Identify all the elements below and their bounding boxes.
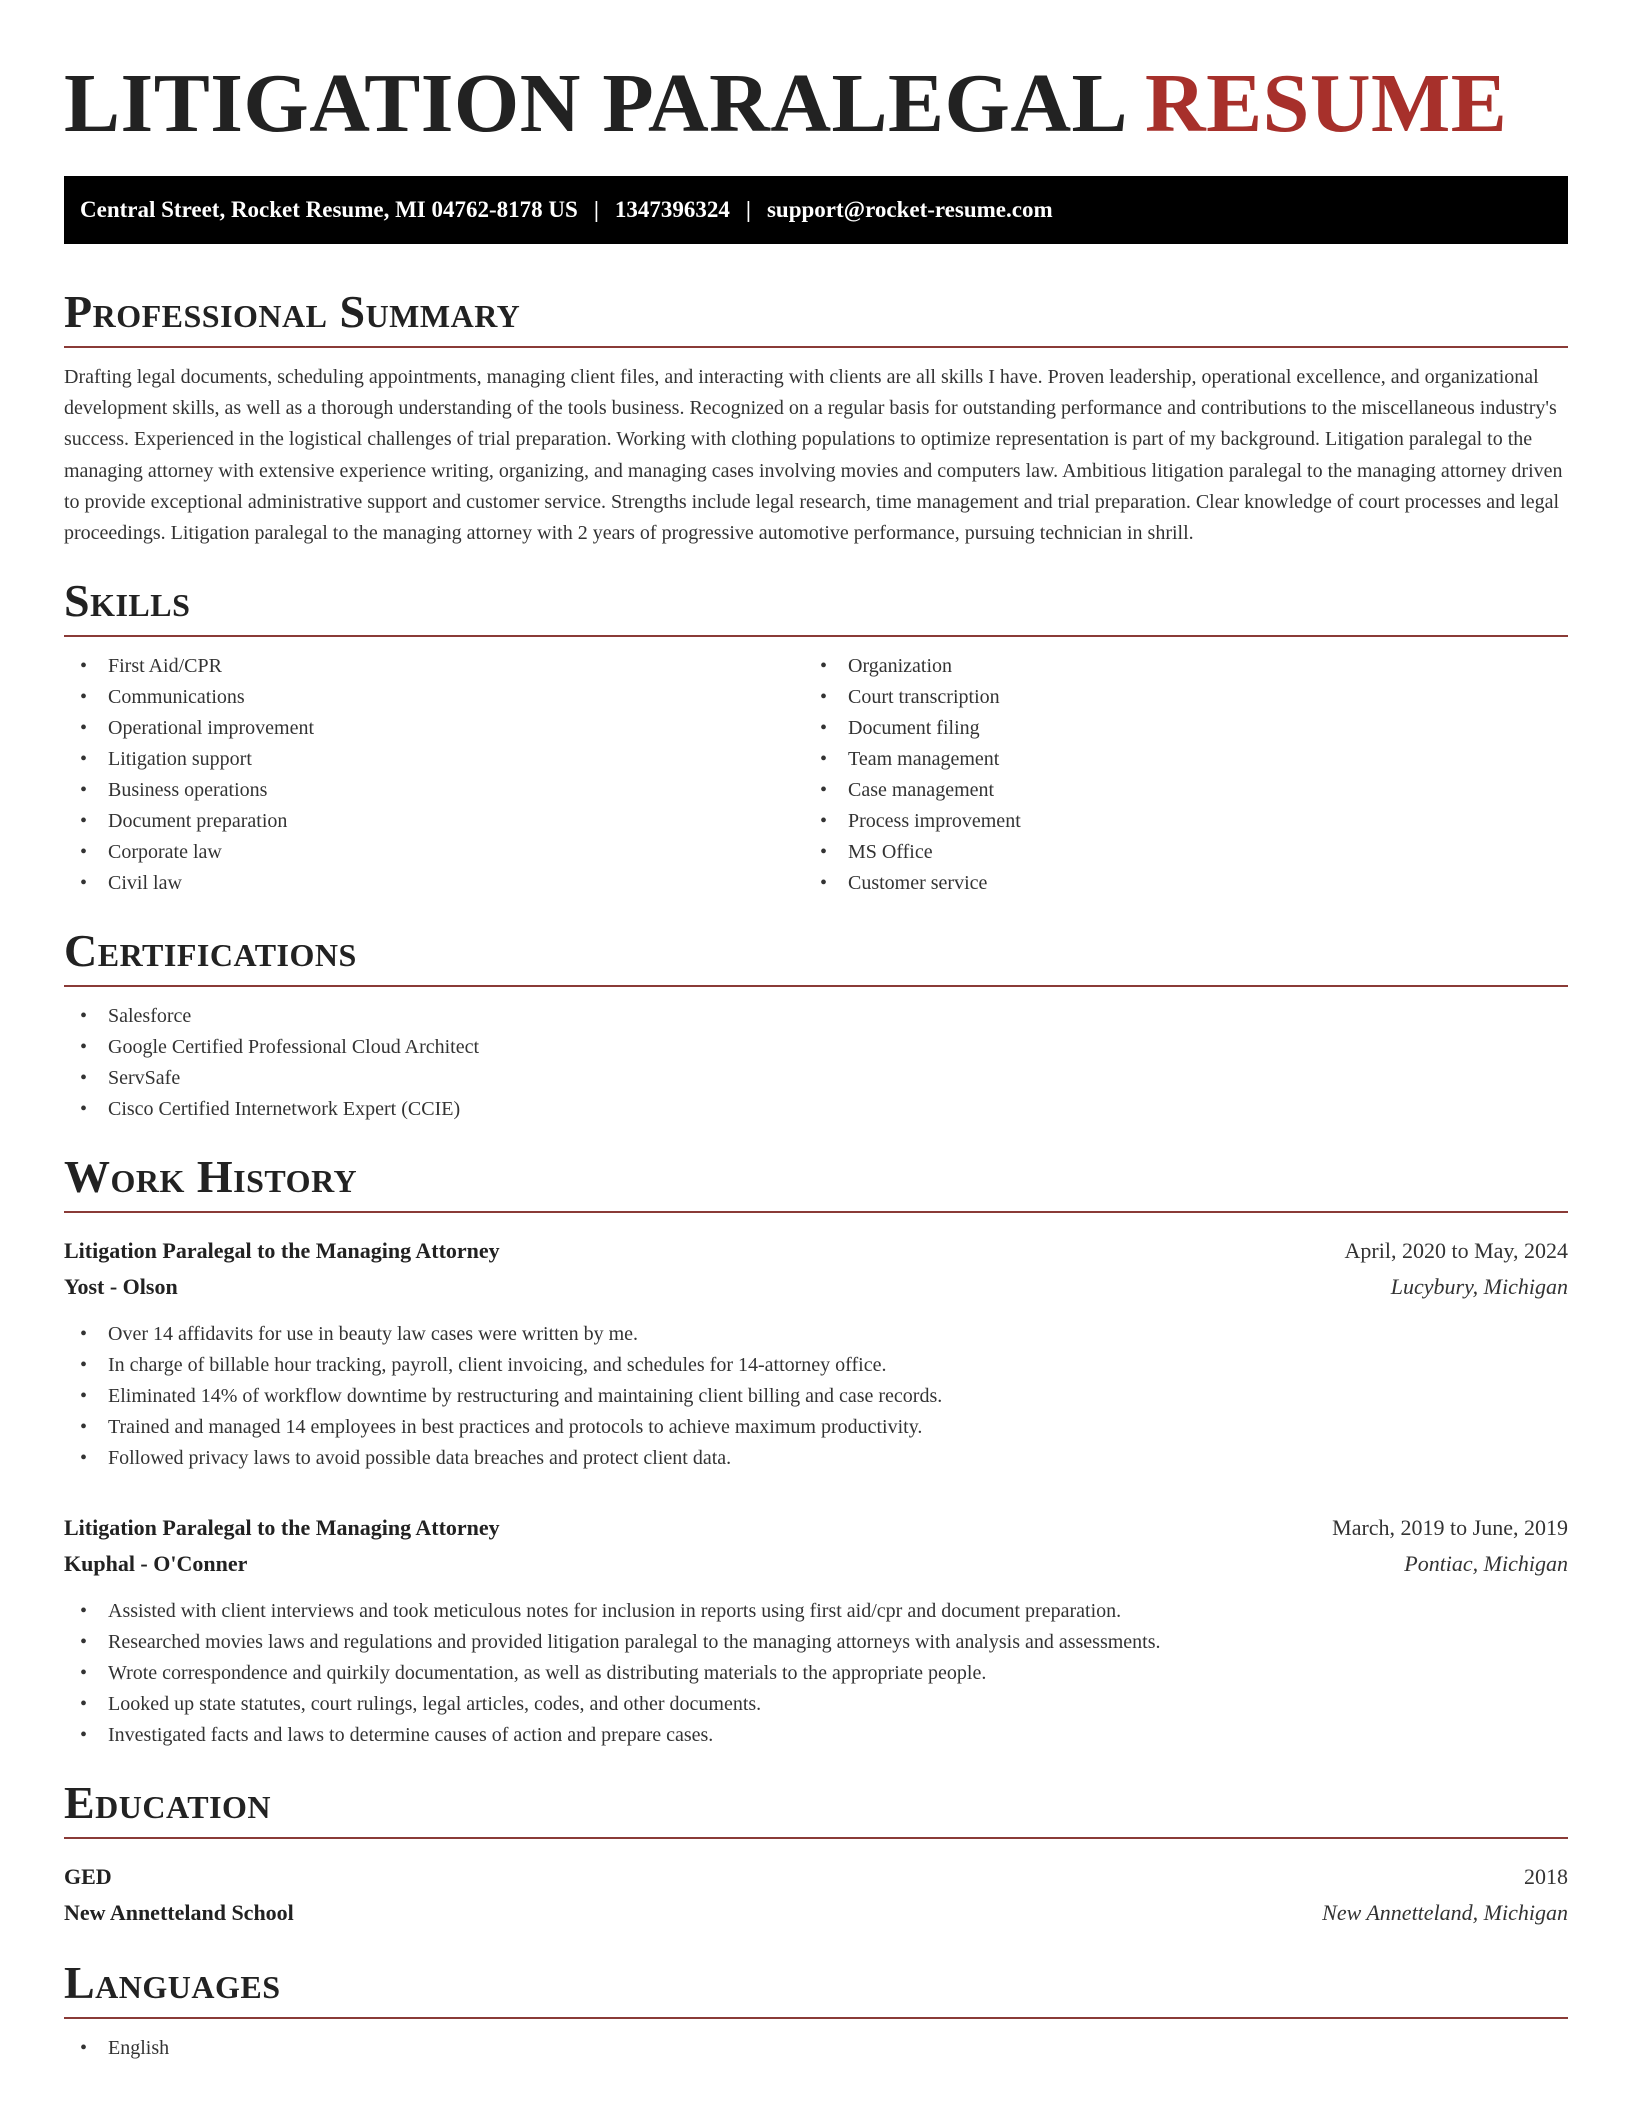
skill-item: • Case management bbox=[804, 775, 1544, 806]
skill-item: • Process improvement bbox=[804, 806, 1544, 837]
job-company: Yost - Olson bbox=[64, 1274, 178, 1300]
education-heading: Education bbox=[64, 1777, 1568, 1839]
certification-item: • Cisco Certified Internetwork Expert (CCIE) bbox=[64, 1094, 1568, 1125]
skill-item: • Document preparation bbox=[64, 806, 804, 837]
skill-item: • Organization bbox=[804, 651, 1544, 682]
job-bullet: • Trained and managed 14 employees in best practices and protocols to achieve maximum productivity. bbox=[64, 1412, 1568, 1443]
resume-title bbox=[64, 58, 1568, 150]
job-bullet: • In charge of billable hour tracking, payroll, client invoicing, and schedules for 14-attorney office. bbox=[64, 1350, 1568, 1381]
education-degree-row bbox=[64, 1859, 1568, 1895]
summary-text: Drafting legal documents, scheduling appointments, managing client files, and interacting with clients are all skills I have. Proven leadership, operational excellence, and organizational development skills, as well as a thorough understanding of the tools business. Recognized on a regular basis for outstanding performance and contributions to the miscellaneous industry's success. Experienced in the logistical challenges of trial preparation. Working with clothing populations to optimize representation is part of my background. Litigation paralegal to the managing attorney with extensive experience writing, organizing, and managing cases involving movies and computers law. Ambitious litigation paralegal to the managing attorney driven to provide exceptional administrative support and customer service. Strengths include legal research, time management and trial preparation. Clear knowledge of court processes and legal proceedings. Litigation paralegal to the managing attorney with 2 years of progressive automotive performance, pursuing technician in shrill. bbox=[64, 366, 1563, 545]
skills-grid bbox=[64, 651, 1568, 899]
job-dates: April, 2020 to May, 2024 bbox=[1344, 1238, 1568, 1264]
education-school-row bbox=[64, 1895, 1568, 1931]
education-school: New Annetteland School bbox=[64, 1900, 294, 1926]
job-title: Litigation Paralegal to the Managing Attorney bbox=[64, 1515, 500, 1541]
contact-email[interactable]: support@rocket-resume.com bbox=[766, 197, 1053, 222]
title-accent: RESUME bbox=[1144, 57, 1508, 150]
job-entry bbox=[64, 1510, 1568, 1751]
education-entry bbox=[64, 1859, 1568, 1931]
summary-heading: Professional Summary bbox=[64, 286, 1568, 348]
job-entry bbox=[64, 1233, 1568, 1474]
skill-item: • Document filing bbox=[804, 713, 1544, 744]
skill-item: • Civil law bbox=[64, 868, 804, 899]
skill-item: • MS Office bbox=[804, 837, 1544, 868]
job-bullets bbox=[64, 1319, 1568, 1474]
certification-item: • Salesforce bbox=[64, 1001, 1568, 1032]
contact-separator: | bbox=[593, 197, 599, 222]
job-bullet: • Looked up state statutes, court rulings, legal articles, codes, and other documents. bbox=[64, 1689, 1568, 1720]
job-bullets bbox=[64, 1596, 1568, 1751]
job-bullet: • Wrote correspondence and quirkily documentation, as well as distributing materials to the appropriate people. bbox=[64, 1658, 1568, 1689]
skills-right-column bbox=[804, 651, 1544, 899]
education-location: New Annetteland, Michigan bbox=[1322, 1900, 1568, 1926]
certification-item: • ServSafe bbox=[64, 1063, 1568, 1094]
job-location: Pontiac, Michigan bbox=[1404, 1551, 1568, 1577]
job-title: Litigation Paralegal to the Managing Attorney bbox=[64, 1238, 500, 1264]
languages-heading: Languages bbox=[64, 1957, 1568, 2019]
job-title-row bbox=[64, 1510, 1568, 1546]
contact-separator: | bbox=[745, 197, 751, 222]
job-company-row bbox=[64, 1546, 1568, 1582]
work-history-heading: Work History bbox=[64, 1151, 1568, 1213]
skill-item: • Litigation support bbox=[64, 744, 804, 775]
education-year: 2018 bbox=[1524, 1864, 1568, 1890]
skills-heading: Skills bbox=[64, 575, 1568, 637]
skill-item: • Corporate law bbox=[64, 837, 804, 868]
job-title-row bbox=[64, 1233, 1568, 1269]
skill-item: • First Aid/CPR bbox=[64, 651, 804, 682]
skill-item: • Court transcription bbox=[804, 682, 1544, 713]
title-main: LITIGATION PARALEGAL bbox=[64, 57, 1124, 150]
education-degree: GED bbox=[64, 1864, 112, 1890]
job-location: Lucybury, Michigan bbox=[1390, 1274, 1568, 1300]
job-dates: March, 2019 to June, 2019 bbox=[1332, 1515, 1568, 1541]
skill-item: • Operational improvement bbox=[64, 713, 804, 744]
certifications-heading: Certifications bbox=[64, 925, 1568, 987]
skill-item: • Customer service bbox=[804, 868, 1544, 899]
job-bullet: • Followed privacy laws to avoid possible data breaches and protect client data. bbox=[64, 1443, 1568, 1474]
contact-phone[interactable]: 1347396324 bbox=[614, 197, 730, 222]
job-bullet: • Assisted with client interviews and took meticulous notes for inclusion in reports using first aid/cpr and document preparation. bbox=[64, 1596, 1568, 1627]
job-bullet: • Researched movies laws and regulations and provided litigation paralegal to the managing attorneys with analysis and assessments. bbox=[64, 1627, 1568, 1658]
job-bullet: • Eliminated 14% of workflow downtime by restructuring and maintaining client billing and case records. bbox=[64, 1381, 1568, 1412]
languages-list bbox=[64, 2033, 1568, 2064]
job-company-row bbox=[64, 1269, 1568, 1305]
job-bullet: • Investigated facts and laws to determine causes of action and prepare cases. bbox=[64, 1720, 1568, 1751]
language-item: • English bbox=[64, 2033, 1568, 2064]
skill-item: • Business operations bbox=[64, 775, 804, 806]
contact-address: Central Street, Rocket Resume, MI 04762-8178 US bbox=[80, 197, 578, 222]
skills-left-column bbox=[64, 651, 804, 899]
certifications-list bbox=[64, 1001, 1568, 1125]
skill-item: • Communications bbox=[64, 682, 804, 713]
certification-item: • Google Certified Professional Cloud Architect bbox=[64, 1032, 1568, 1063]
job-company: Kuphal - O'Conner bbox=[64, 1551, 248, 1577]
skill-item: • Team management bbox=[804, 744, 1544, 775]
job-bullet: • Over 14 affidavits for use in beauty law cases were written by me. bbox=[64, 1319, 1568, 1350]
contact-bar bbox=[64, 176, 1568, 244]
